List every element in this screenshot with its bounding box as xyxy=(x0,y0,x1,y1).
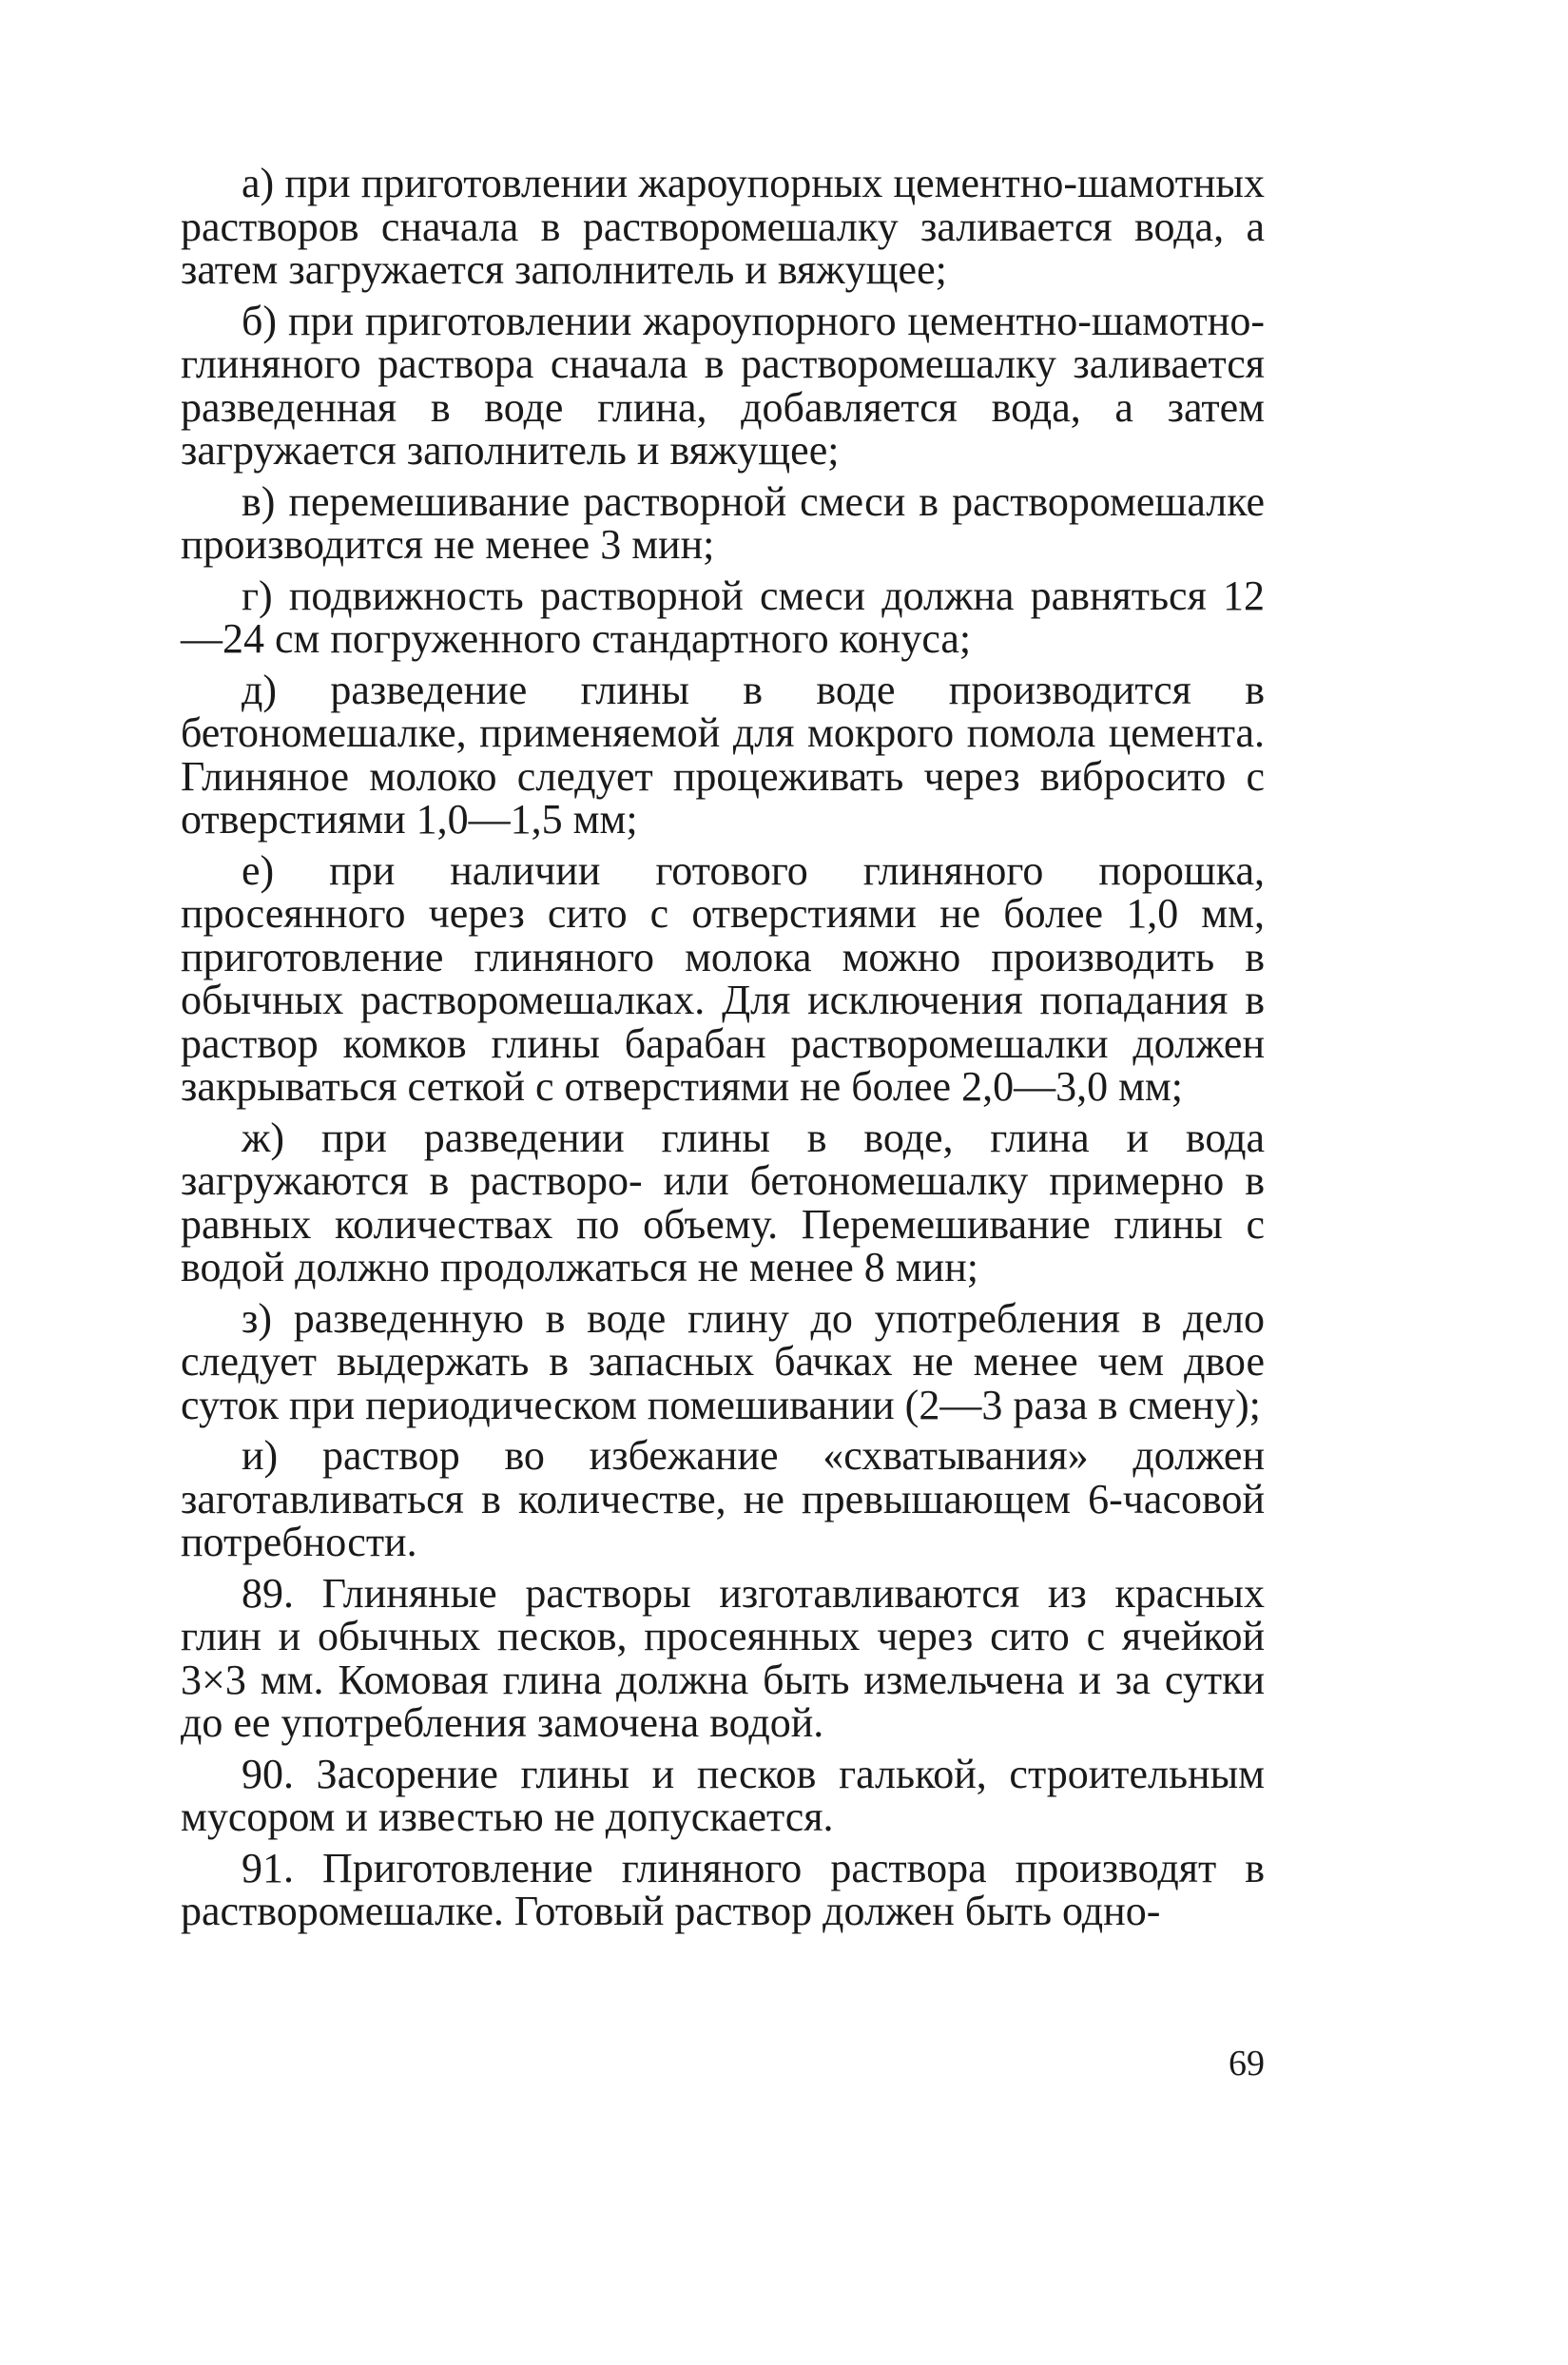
paragraph-e: е) при наличии готового глиняного порошка, просеянного через сито с отверстиями не более 1,0 мм, приготовление глиняного молока можно производить в обычных растворомешалках. Для исключения попадания в раствор комков глины барабан растворомешалки должен закрываться сеткой с отверстиями не более 2,0—3,0 мм; xyxy=(181,846,1265,1110)
paragraph-g: г) подвижность растворной смеси должна равняться 12—24 см погруженного стандартного конуса; xyxy=(181,572,1265,662)
paragraph-89: 89. Глиняные растворы изготавливаются из красных глин и обычных песков, просеянных через сито с ячейкой 3×3 мм. Комовая глина должна быть измельчена и за сутки до ее употребления замочена водой. xyxy=(181,1569,1265,1746)
paragraph-v: в) перемешивание растворной смеси в растворомешалке производится не менее 3 мин; xyxy=(181,477,1265,568)
paragraph-91: 91. Приготовление глиняного раствора производят в растворомешалке. Готовый раствор должен быть одно- xyxy=(181,1844,1265,1934)
paragraph-90: 90. Засорение глины и песков галькой, строительным мусором и известью не допускается. xyxy=(181,1750,1265,1840)
paragraph-b: б) при приготовлении жароупорного цементно-шамотно-глиняного раствора сначала в растворомешалку заливается разведенная в воде глина, добавляется вода, а затем загружается заполнитель и вяжущее; xyxy=(181,297,1265,474)
paragraph-zh: ж) при разведении глины в воде, глина и вода загружаются в растворо- или бетономешалку примерно в равных количествах по объему. Перемешивание глины с водой должно продолжаться не менее 8 мин; xyxy=(181,1114,1265,1290)
paragraph-z: з) разведенную в воде глину до употребления в дело следует выдержать в запасных бачках не менее чем двое суток при периодическом помешивании (2—3 раза в смену); xyxy=(181,1294,1265,1428)
page-body xyxy=(181,162,1265,1941)
paragraph-d: д) разведение глины в воде производится в бетономешалке, применяемой для мокрого помола цемента. Глиняное молоко следует процеживать через вибросито с отверстиями 1,0—1,5 мм; xyxy=(181,666,1265,843)
page-number: 69 xyxy=(1229,2044,1265,2084)
paragraph-i: и) раствор во избежание «схватывания» должен заготавливаться в количестве, не превышающем 6-часовой потребности. xyxy=(181,1432,1265,1565)
paragraph-a: а) при приготовлении жароупорных цементно-шамотных растворов сначала в растворомешалку заливается вода, а затем загружается заполнитель и вяжущее; xyxy=(181,160,1265,293)
